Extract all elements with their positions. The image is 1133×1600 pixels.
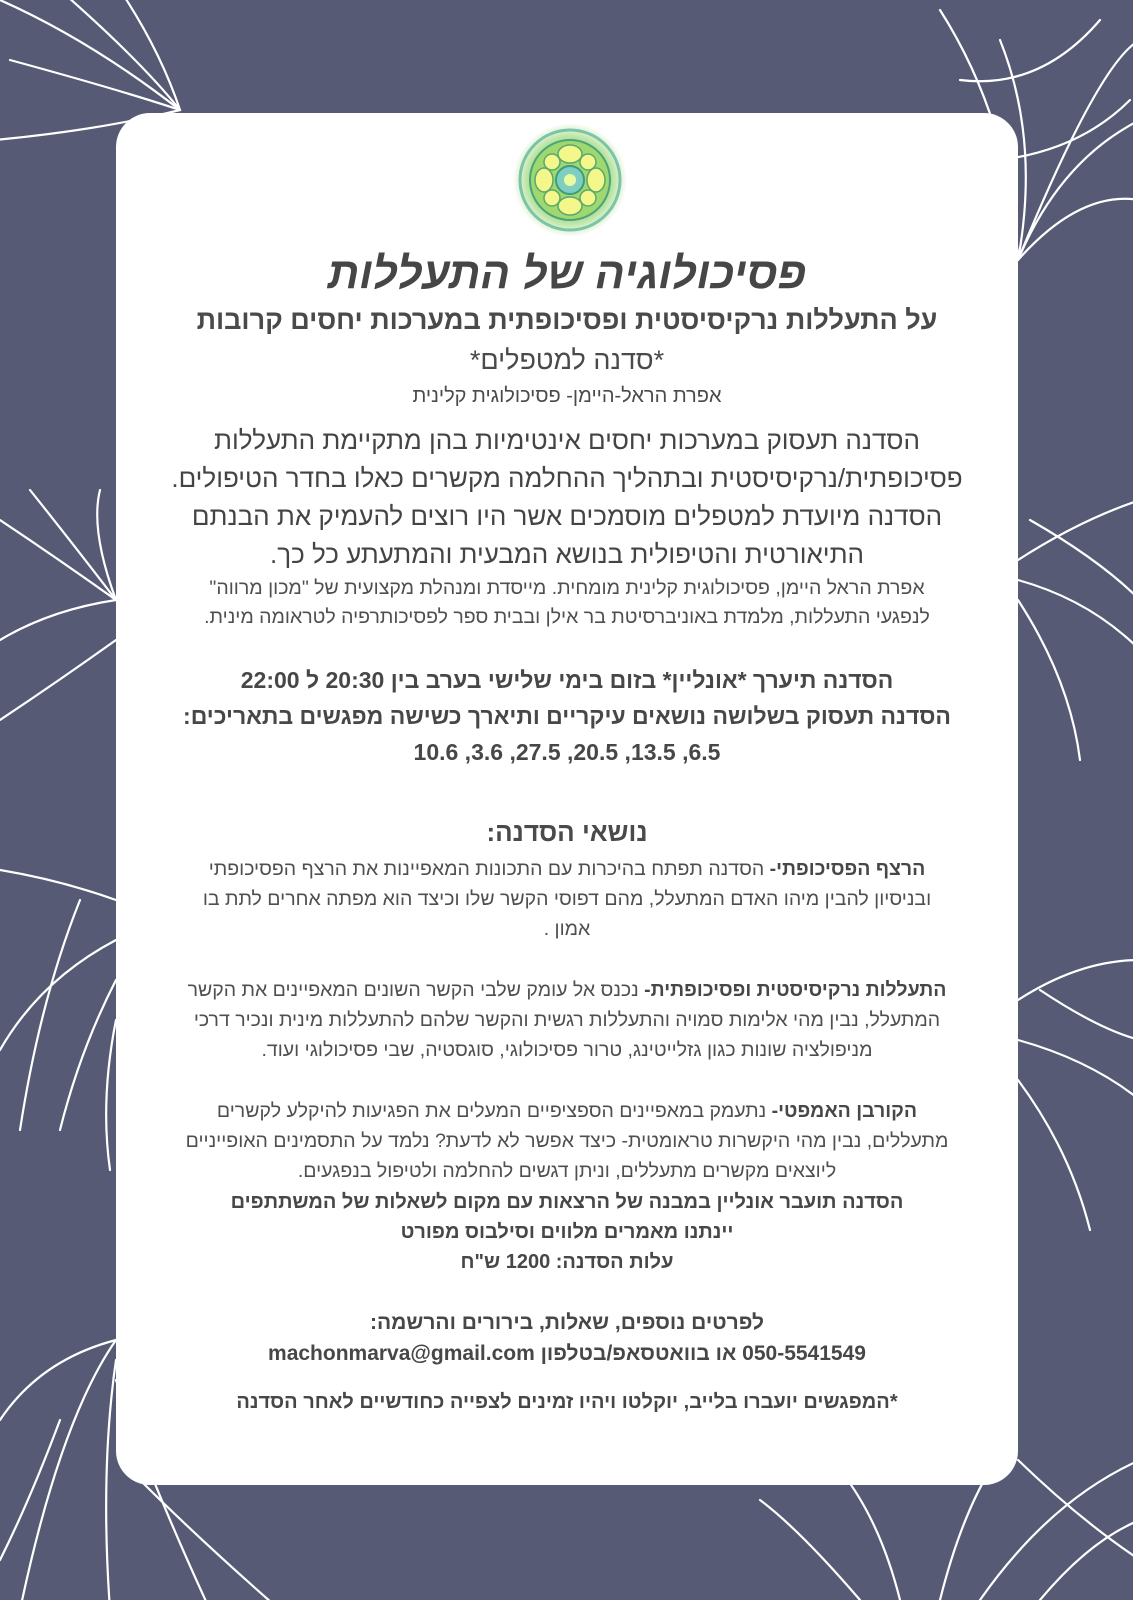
topic-1-line: ובניסיון להבין מיהו האדם המתעלל, מהם דפוסי הקשר שלו וכיצד הוא מפתה אחרים לתת בו <box>202 888 932 910</box>
description-line: התיאורטית והטיפולית בנושא המבעית והמתעתע כל כך. <box>269 539 865 569</box>
ginkgo-leaf-icon <box>1018 500 1133 1230</box>
schedule-line: הסדנה תיערך *אונליין* בזום בימי שלישי בערב בין 20:30 ל 22:00 <box>240 667 894 693</box>
topic-3-line: מתעללים, נבין מהי היקשרות טראומטית- כיצד אפשר לא לדעת? נלמד על התסמינים האופייניים <box>185 1130 949 1152</box>
schedule-dates: 6.5, 13.5, 20.5, 27.5, 3.6, 10.6 <box>413 739 721 765</box>
contact-heading: לפרטים נוספים, שאלות, בירורים והרשמה: <box>369 1311 764 1334</box>
description-line: פסיכופתית/נרקיסיסטית ובתהליך ההחלמה מקשרים כאלו בחדר הטיפולים. <box>171 463 963 493</box>
topic-1-name: הרצף הפסיכופתי- <box>769 858 926 880</box>
topic-2-line: מניפולציה שונות כגון גזלייטינג, טרור פסיכולוגי, סוגסטיה, שבי פסיכולוגי ועוד. <box>261 1039 873 1061</box>
topic-1-line: אמון . <box>543 918 591 940</box>
topic-2-name: התעללות נרקיסיסטית ופסיכופתית- <box>644 979 947 1001</box>
topics-heading: נושאי הסדנה: <box>486 817 648 847</box>
topic-2-line: המתעלל, נבין מהי אלימות סמויה והתעללות רגשית והקשר שלהם להתעללות מינית ונכיר דרכי <box>193 1009 941 1031</box>
format-note: הסדנה תועבר אונליין במבנה של הרצאות עם מקום לשאלות של המשתתפים <box>230 1191 904 1213</box>
mandala-logo-icon <box>511 121 629 239</box>
page-subtitle: על התעללות נרקיסיסטית ופסיכופתית במערכות יחסים קרובות <box>196 305 938 335</box>
topic-3-line: ליוצאים מקשרים מתעללים, וניתן דגשים להחלמה ולטיפול בנפגעים. <box>297 1160 837 1182</box>
description-line: הסדנה תעסוק במערכות יחסים אינטימיות בהן מתקיימת התעללות <box>214 425 920 455</box>
topic-1-line: הרצף הפסיכופתי- הסדנה תפתח בהיכרות עם התכונות המאפיינות את הרצף הפסיכופתי <box>208 858 926 880</box>
topic-3-line: הקורבן האמפטי- נתעמק במאפיינים הספציפיים המעלים את הפגיעות להיקלע לקשרים <box>216 1100 918 1122</box>
page-title: פסיכולוגיה של התעללות <box>327 249 807 298</box>
ginkgo-leaf-icon <box>0 490 116 1170</box>
flyer-card <box>116 113 1018 1485</box>
topic-2-line: התעללות נרקיסיסטית ופסיכופתית- נכנס אל עומק שלבי הקשר השונים המאפיינים את הקשר <box>187 979 947 1001</box>
description-line: הסדנה מיועדת למטפלים מוסמכים אשר היו רוצים להעמיק את הבנתם <box>191 501 943 531</box>
topic-3-name: הקורבן האמפטי- <box>771 1100 918 1122</box>
schedule-line: הסדנה תעסוק בשלושה נושאים עיקריים ותיארך כשישה מפגשים בתאריכים: <box>183 703 951 729</box>
footer-note: *המפגשים יועברו בלייב, יוקלטו ויהיו זמינים לצפייה כחודשיים לאחר הסדנה <box>236 1391 898 1413</box>
price-note: עלות הסדנה: 1200 ש"ח <box>460 1251 674 1273</box>
contact-details: 050-5541549 או בוואטסאפ/בטלפון machonmarva@gmail.com <box>268 1342 866 1365</box>
bio-line: לנפגעי התעללות, מלמדת באוניברסיטת בר אילן ובבית ספר לפסיכותרפיה לטראומה מינית. <box>204 606 930 628</box>
workshop-type: *סדנה למטפלים* <box>469 345 665 375</box>
author-line: אפרת הראל-היימן- פסיכולוגית קלינית <box>412 385 722 407</box>
materials-note: יינתנו מאמרים מלווים וסילבוס מפורט <box>400 1221 734 1243</box>
bio-line: אפרת הראל היימן, פסיכולוגית קלינית מומחית. מייסדת ומנהלת מקצועית של "מכון מרווה" <box>209 577 925 599</box>
